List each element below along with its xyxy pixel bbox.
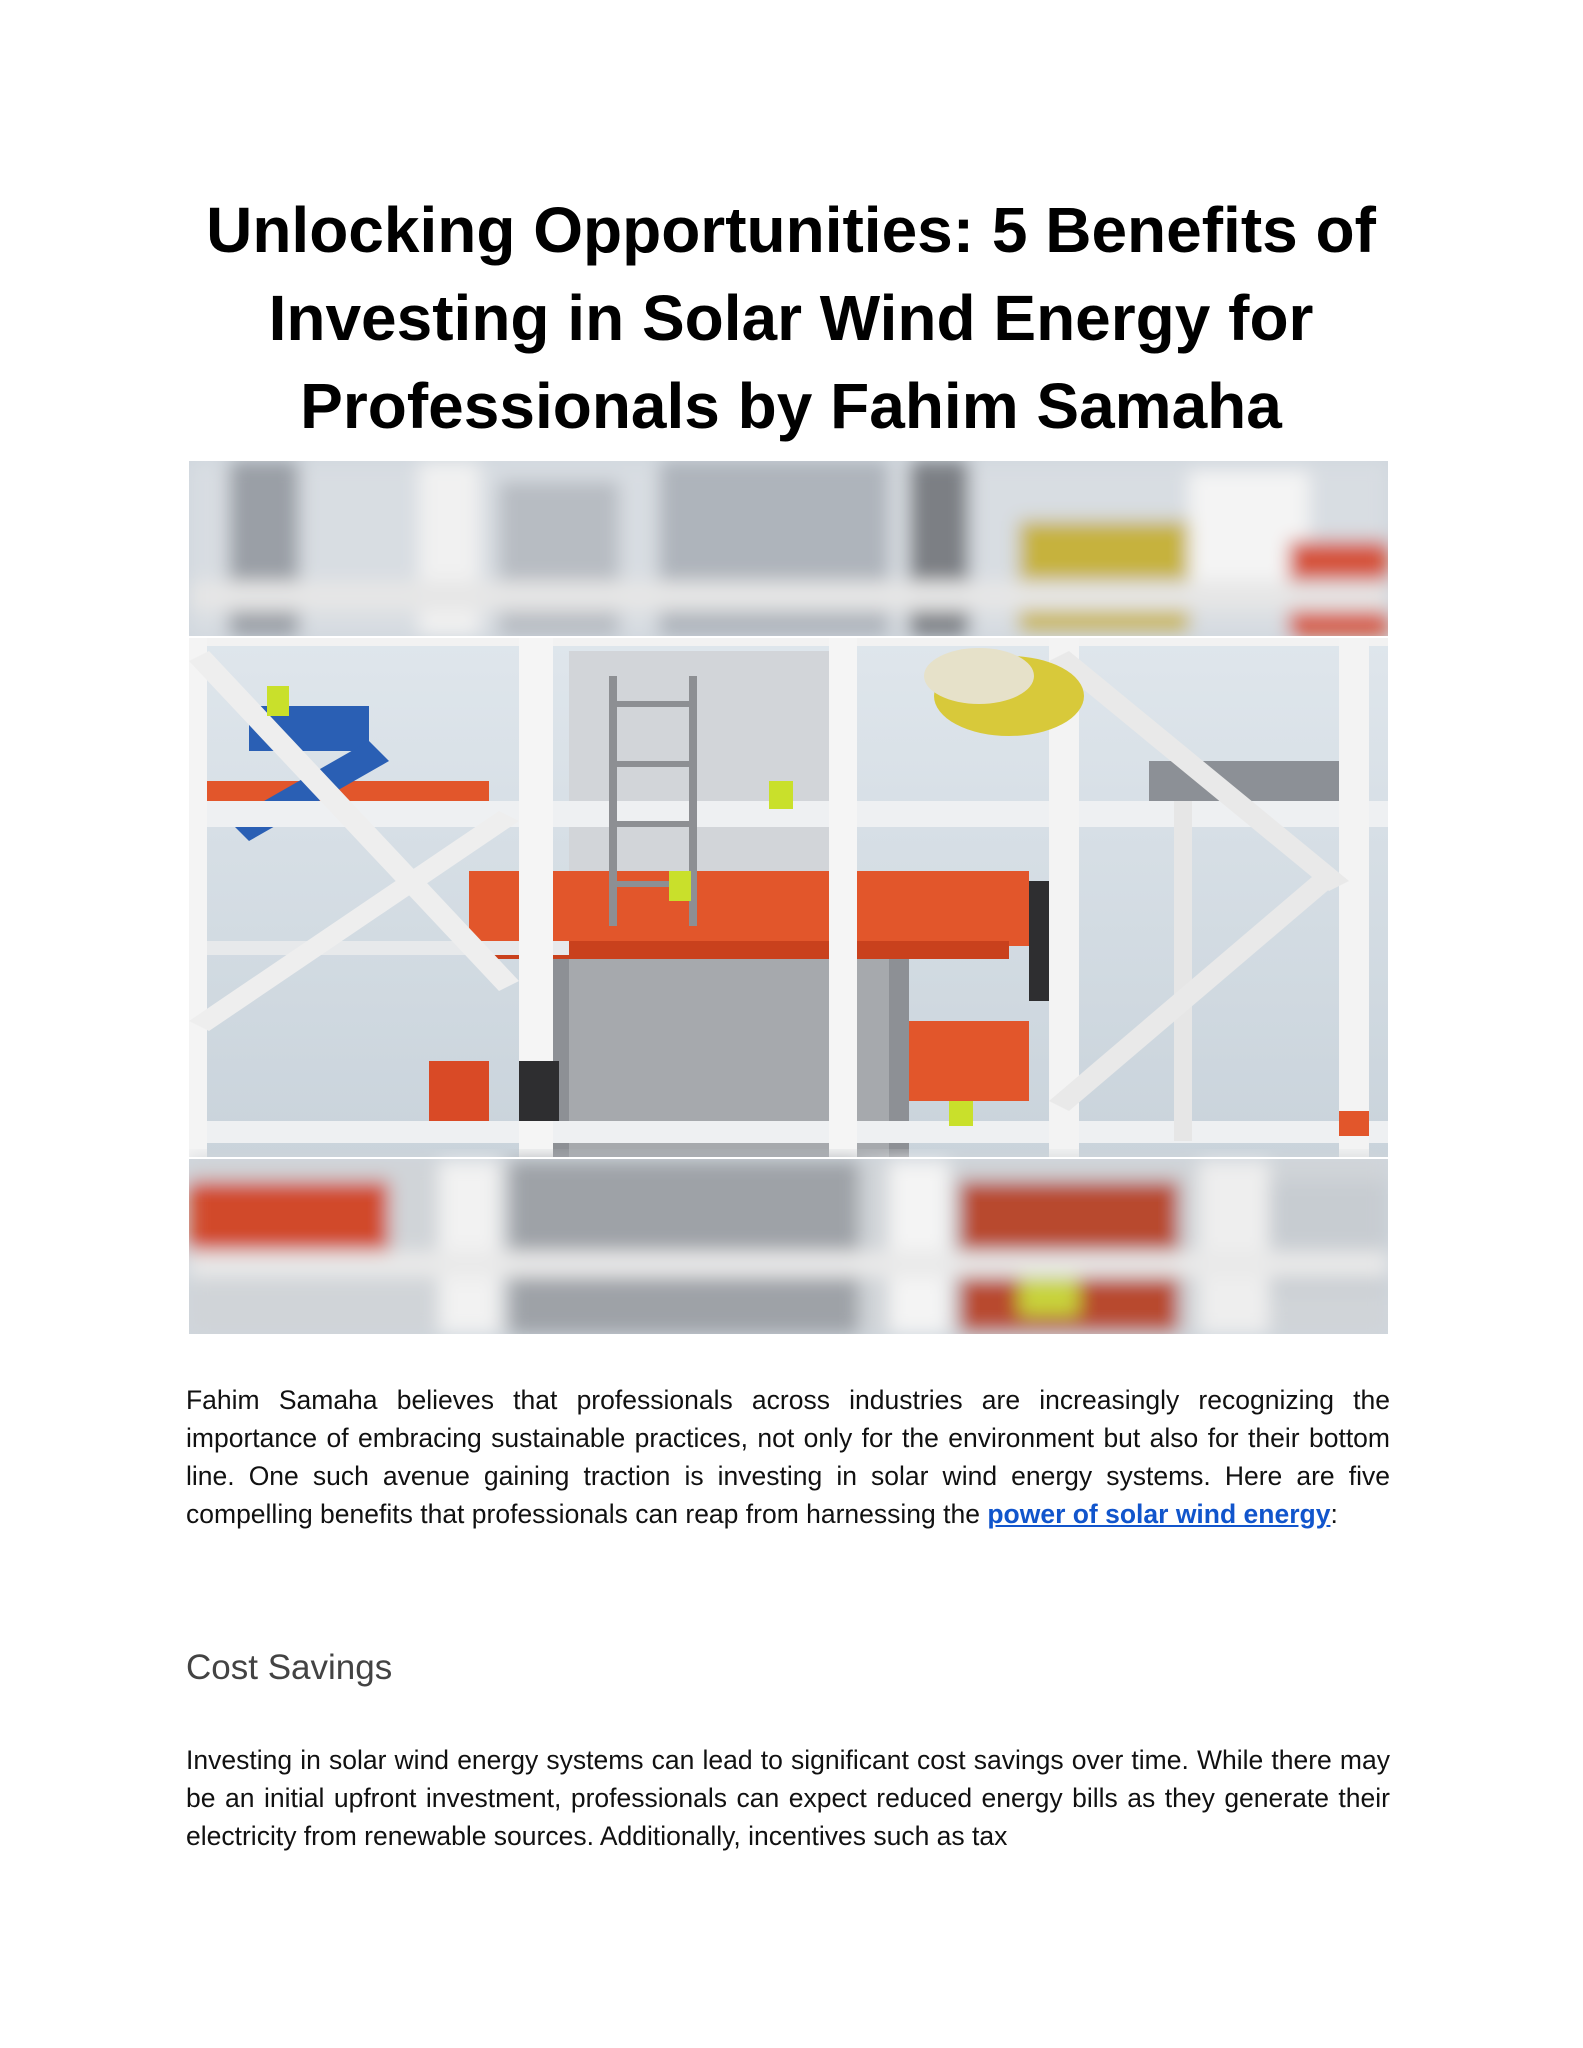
- intro-paragraph: [186, 1381, 1390, 1533]
- intro-suffix: :: [1330, 1499, 1338, 1529]
- page-title: Unlocking Opportunities: 5 Benefits of Investing in Solar Wind Energy for Professionals by Fahim Samaha: [206, 194, 1376, 442]
- solar-wind-energy-link[interactable]: power of solar wind energy: [987, 1499, 1331, 1529]
- blurred-top-band: [189, 461, 1388, 636]
- section-heading-cost-savings: Cost Savings: [186, 1648, 393, 1687]
- cost-savings-paragraph: Investing in solar wind energy systems can lead to significant cost savings over time. While there may be an initial upfront investment, professionals can expect reduced energy bills as they generate their electricity from renewable sources. Additionally, incentives such as tax: [186, 1745, 1390, 1851]
- blurred-bottom-band: [189, 1158, 1388, 1334]
- hero-image: [189, 461, 1388, 1334]
- intro-text: Fahim Samaha believes that professionals across industries are increasingly recognizing the importance of embracing sustainable practices, not only for the environment but also for their bottom line. One such avenue gaining traction is investing in solar wind energy systems. Here are five compelling benefits that professionals can reap from harnessing the: [186, 1385, 1390, 1529]
- photo-main-band: [189, 636, 1388, 1158]
